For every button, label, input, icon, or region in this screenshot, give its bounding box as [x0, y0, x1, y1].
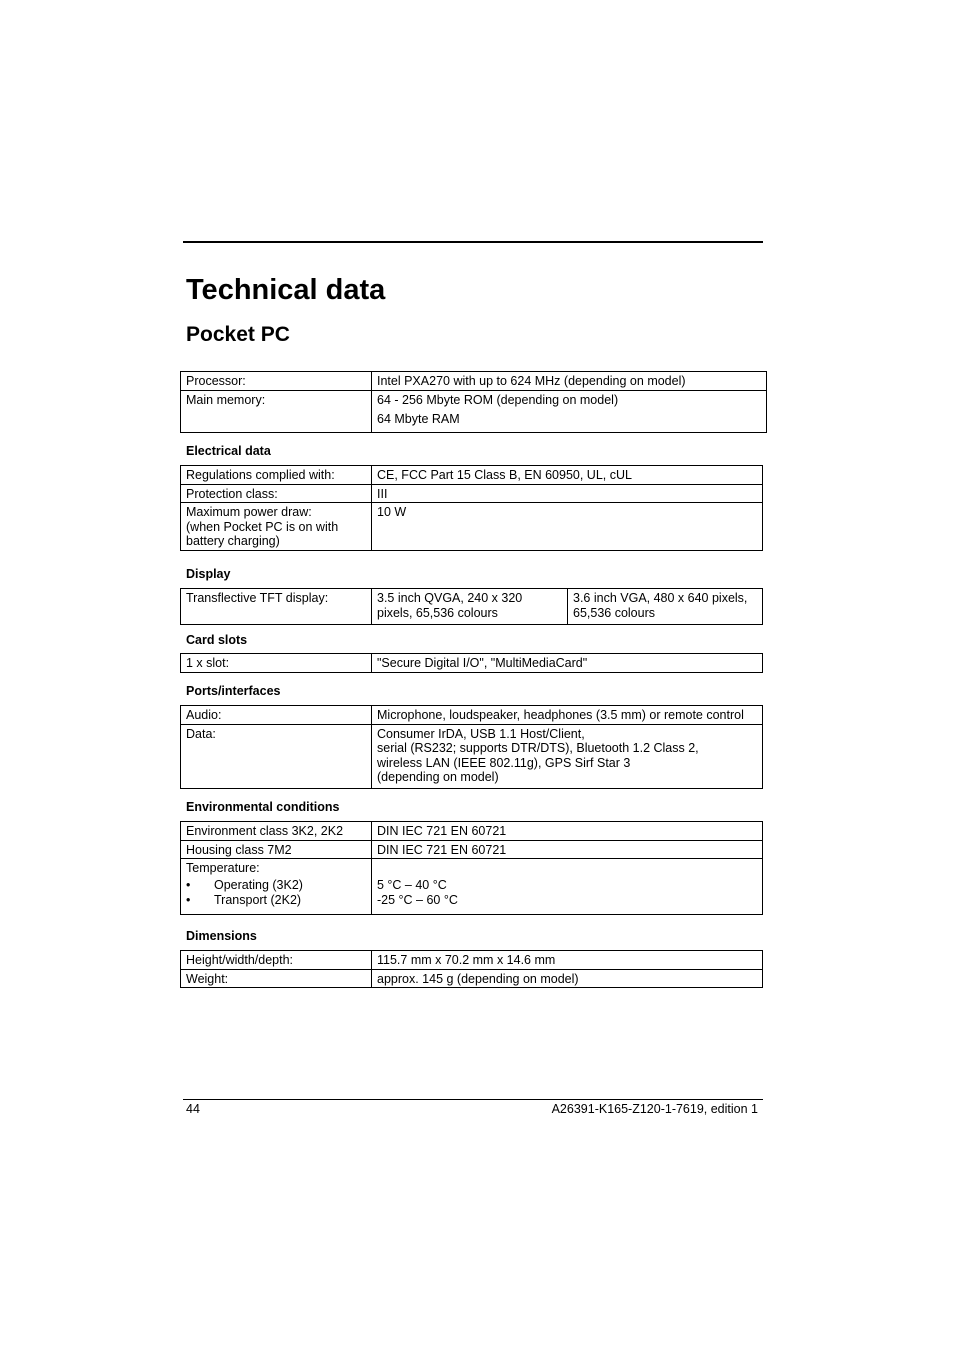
row-value: CE, FCC Part 15 Class B, EN 60950, UL, cUL [372, 466, 763, 485]
list-item [186, 893, 366, 908]
card-slots-table [180, 653, 763, 673]
row-label: 1 x slot: [181, 654, 372, 673]
row-label: Processor: [181, 372, 372, 391]
value-line: serial (RS232; supports DTR/DTS), Bluetooth 1.2 Class 2, [377, 741, 699, 755]
value-line: 3.5 inch QVGA, 240 x 320 [377, 591, 523, 605]
row-label: Data: [181, 724, 372, 788]
row-label: Transflective TFT display: [181, 589, 372, 625]
value-line: 64 Mbyte RAM [377, 412, 460, 426]
item-name: Operating (3K2) [214, 877, 303, 892]
table-row [181, 859, 763, 915]
row-label: Height/width/depth: [181, 951, 372, 970]
row-value: III [372, 484, 763, 503]
ports-table [180, 705, 763, 789]
row-value: 115.7 mm x 70.2 mm x 14.6 mm [372, 951, 763, 970]
row-value: DIN IEC 721 EN 60721 [372, 822, 763, 841]
top-rule [183, 241, 763, 243]
label-line: Maximum power draw: [186, 505, 312, 519]
table-row [181, 589, 763, 625]
row-value: DIN IEC 721 EN 60721 [372, 840, 763, 859]
row-label [181, 859, 372, 915]
value-line: 65,536 colours [573, 605, 656, 620]
table-row [181, 969, 763, 988]
footer-rule [183, 1099, 763, 1100]
section-title-card-slots: Card slots [186, 633, 248, 647]
row-label: Environment class 3K2, 2K2 [181, 822, 372, 841]
bullet-icon: • [186, 877, 191, 892]
row-value: Microphone, loudspeaker, headphones (3.5 mm) or remote control [372, 706, 763, 725]
table-row [181, 390, 767, 432]
table-row [181, 724, 763, 788]
value-line: Consumer IrDA, USB 1.1 Host/Client, [377, 726, 585, 741]
environment-table [180, 821, 763, 915]
value-line: 3.6 inch VGA, 480 x 640 pixels, [573, 591, 748, 605]
row-label: Protection class: [181, 484, 372, 503]
section-title-environment: Environmental conditions [186, 800, 340, 814]
value-line: 64 - 256 Mbyte ROM (depending on model) [377, 392, 619, 407]
row-label: Housing class 7M2 [181, 840, 372, 859]
section-title-electrical: Electrical data [186, 444, 271, 458]
item-name: Transport (2K2) [214, 892, 302, 907]
row-value [372, 859, 763, 915]
electrical-table [180, 465, 763, 551]
row-label: Main memory: [181, 390, 372, 432]
list-item [186, 878, 366, 893]
page-subtitle: Pocket PC [186, 323, 290, 346]
row-value: Intel PXA270 with up to 624 MHz (depending on model) [372, 372, 767, 391]
row-value [372, 390, 767, 432]
row-label: Weight: [181, 969, 372, 988]
table-row [181, 951, 763, 970]
value-line: -25 °C – 60 °C [377, 893, 458, 907]
row-label [181, 503, 372, 551]
general-table [180, 371, 767, 433]
row-value [372, 724, 763, 788]
value-line: pixels, 65,536 colours [377, 605, 498, 620]
bullet-icon: • [186, 892, 191, 907]
section-title-ports: Ports/interfaces [186, 684, 281, 698]
page-title: Technical data [186, 274, 386, 306]
table-row [181, 654, 763, 673]
display-table [180, 588, 763, 625]
display-option-2 [568, 589, 763, 625]
section-title-display: Display [186, 567, 231, 581]
table-row [181, 466, 763, 485]
value-line: (depending on model) [377, 770, 499, 784]
table-row [181, 706, 763, 725]
table-row [181, 822, 763, 841]
label-line: battery charging) [186, 534, 280, 548]
page-number: 44 [186, 1102, 200, 1116]
section-title-dimensions: Dimensions [186, 929, 257, 943]
row-value: approx. 145 g (depending on model) [372, 969, 763, 988]
temperature-list [186, 878, 366, 908]
row-value: "Secure Digital I/O", "MultiMediaCard" [372, 654, 763, 673]
temperature-label: Temperature: [186, 861, 260, 875]
value-line: 5 °C – 40 °C [377, 878, 447, 892]
table-row [181, 503, 763, 551]
table-row [181, 840, 763, 859]
table-row [181, 372, 767, 391]
label-line: (when Pocket PC is on with [186, 519, 339, 534]
table-row [181, 484, 763, 503]
display-option-1 [372, 589, 568, 625]
value-line: wireless LAN (IEEE 802.11g), GPS Sirf Star 3 [377, 755, 631, 770]
row-label: Audio: [181, 706, 372, 725]
dimensions-table [180, 950, 763, 988]
document-id: A26391-K165-Z120-1-7619, edition 1 [551, 1102, 758, 1116]
row-label: Regulations complied with: [181, 466, 372, 485]
row-value: 10 W [372, 503, 763, 551]
